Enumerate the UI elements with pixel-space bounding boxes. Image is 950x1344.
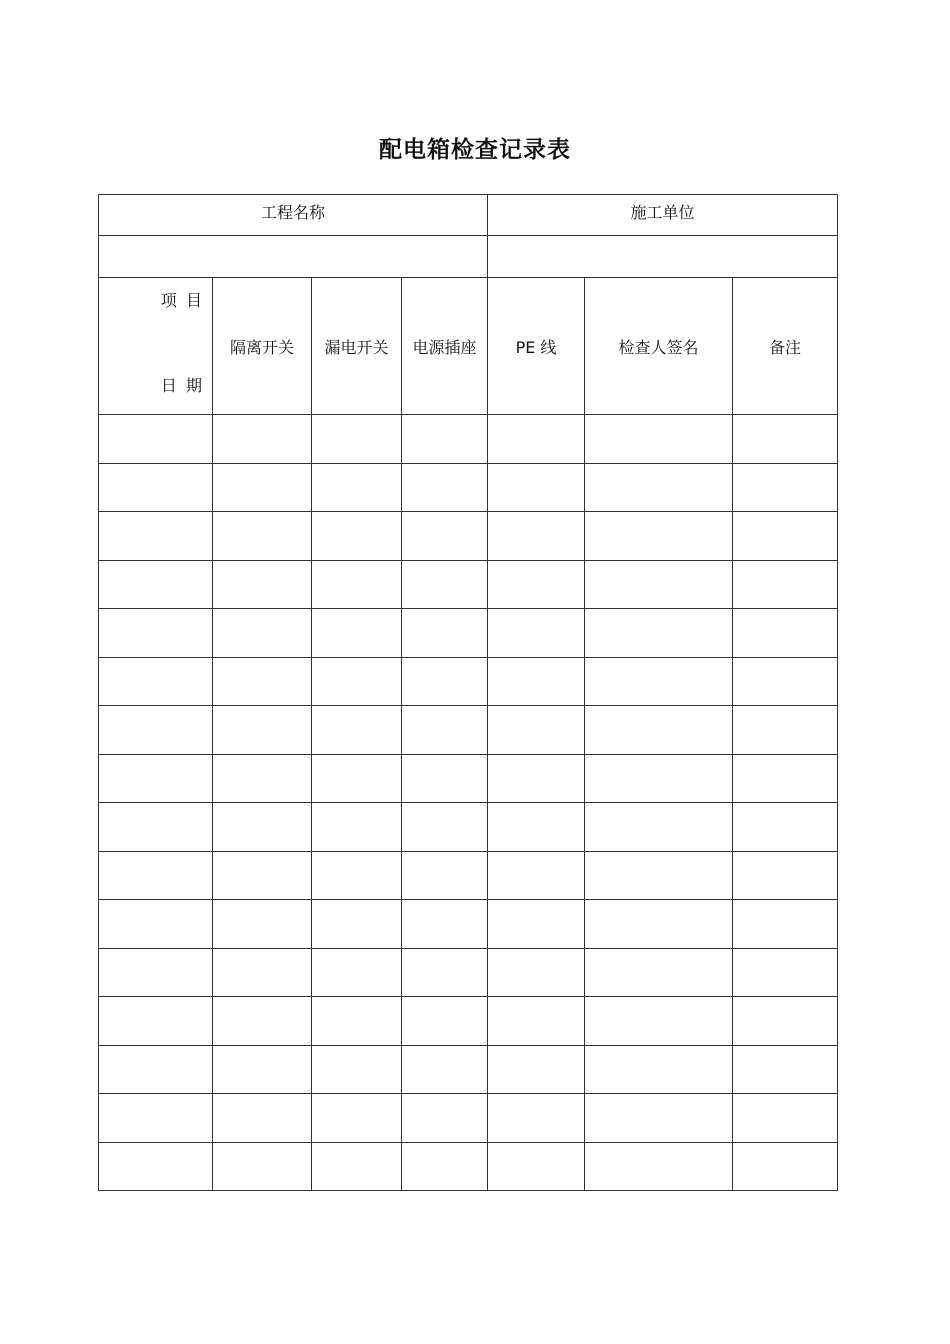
- table-row: [99, 997, 838, 1046]
- table-cell[interactable]: [402, 415, 488, 464]
- table-cell[interactable]: [99, 803, 213, 852]
- table-cell[interactable]: [213, 1045, 312, 1094]
- table-row: [99, 706, 838, 755]
- table-cell[interactable]: [488, 657, 585, 706]
- table-cell[interactable]: [99, 657, 213, 706]
- table-cell[interactable]: [312, 900, 402, 949]
- table-cell[interactable]: [402, 948, 488, 997]
- table-cell[interactable]: [312, 851, 402, 900]
- table-cell[interactable]: [585, 512, 733, 561]
- table-cell[interactable]: [488, 803, 585, 852]
- table-cell[interactable]: [312, 1094, 402, 1143]
- table-cell[interactable]: [99, 900, 213, 949]
- table-cell[interactable]: [733, 463, 838, 512]
- table-cell[interactable]: [585, 1142, 733, 1191]
- table-row: [99, 463, 838, 512]
- table-cell[interactable]: [733, 1045, 838, 1094]
- table-cell[interactable]: [402, 1045, 488, 1094]
- table-cell[interactable]: [585, 1094, 733, 1143]
- table-cell[interactable]: [213, 609, 312, 658]
- table-cell[interactable]: [99, 1045, 213, 1094]
- table-cell[interactable]: [99, 560, 213, 609]
- table-cell[interactable]: [488, 997, 585, 1046]
- table-cell[interactable]: [585, 706, 733, 755]
- table-cell[interactable]: [213, 512, 312, 561]
- table-cell[interactable]: [585, 851, 733, 900]
- column-header-isolation-switch: 隔离开关: [213, 278, 312, 415]
- item-date-corner-header: [99, 278, 213, 415]
- table-cell[interactable]: [488, 560, 585, 609]
- table-cell[interactable]: [213, 463, 312, 512]
- table-cell[interactable]: [585, 609, 733, 658]
- table-cell[interactable]: [402, 1142, 488, 1191]
- table-cell[interactable]: [99, 851, 213, 900]
- table-cell[interactable]: [213, 754, 312, 803]
- table-row: [99, 1045, 838, 1094]
- table-cell[interactable]: [488, 1045, 585, 1094]
- table-row: [99, 851, 838, 900]
- table-cell[interactable]: [312, 1142, 402, 1191]
- table-cell[interactable]: [402, 900, 488, 949]
- table-cell[interactable]: [99, 706, 213, 755]
- table-row: [99, 415, 838, 464]
- table-cell[interactable]: [733, 900, 838, 949]
- table-cell[interactable]: [402, 609, 488, 658]
- table-row: [99, 609, 838, 658]
- table-cell[interactable]: [733, 512, 838, 561]
- table-cell[interactable]: [488, 900, 585, 949]
- table-cell[interactable]: [733, 657, 838, 706]
- table-cell[interactable]: [585, 463, 733, 512]
- column-header-power-socket: 电源插座: [402, 278, 488, 415]
- item-label: 项 目: [160, 291, 204, 310]
- table-cell[interactable]: [312, 609, 402, 658]
- column-header-leakage-switch: 漏电开关: [312, 278, 402, 415]
- table-cell[interactable]: [312, 803, 402, 852]
- table-cell[interactable]: [733, 851, 838, 900]
- table-cell[interactable]: [312, 997, 402, 1046]
- table-cell[interactable]: [213, 706, 312, 755]
- table-cell[interactable]: [402, 560, 488, 609]
- table-cell[interactable]: [585, 754, 733, 803]
- table-cell[interactable]: [312, 754, 402, 803]
- table-cell[interactable]: [213, 997, 312, 1046]
- table-row: [99, 512, 838, 561]
- table-cell[interactable]: [99, 463, 213, 512]
- table-cell[interactable]: [312, 512, 402, 561]
- contractor-value-cell[interactable]: [488, 236, 838, 278]
- table-cell[interactable]: [99, 997, 213, 1046]
- table-cell[interactable]: [733, 948, 838, 997]
- table-cell[interactable]: [488, 754, 585, 803]
- table-cell[interactable]: [733, 706, 838, 755]
- table-cell[interactable]: [488, 512, 585, 561]
- table-cell[interactable]: [402, 463, 488, 512]
- table-cell[interactable]: [488, 1094, 585, 1143]
- table-cell[interactable]: [488, 415, 585, 464]
- table-cell[interactable]: [213, 948, 312, 997]
- project-name-value-cell[interactable]: [99, 236, 488, 278]
- table-cell[interactable]: [585, 948, 733, 997]
- table-cell[interactable]: [733, 609, 838, 658]
- table-cell[interactable]: [312, 706, 402, 755]
- table-cell[interactable]: [213, 657, 312, 706]
- table-cell[interactable]: [99, 754, 213, 803]
- table-cell[interactable]: [488, 463, 585, 512]
- table-cell[interactable]: [402, 997, 488, 1046]
- table-cell[interactable]: [733, 1142, 838, 1191]
- table-cell[interactable]: [312, 948, 402, 997]
- table-cell[interactable]: [213, 1142, 312, 1191]
- table-cell[interactable]: [213, 1094, 312, 1143]
- table-cell[interactable]: [733, 997, 838, 1046]
- table-cell[interactable]: [733, 560, 838, 609]
- table-row: [99, 948, 838, 997]
- table-cell[interactable]: [99, 609, 213, 658]
- table-cell[interactable]: [585, 560, 733, 609]
- table-cell[interactable]: [312, 1045, 402, 1094]
- table-cell[interactable]: [585, 415, 733, 464]
- table-cell[interactable]: [733, 1094, 838, 1143]
- table-cell[interactable]: [402, 851, 488, 900]
- table-cell[interactable]: [585, 803, 733, 852]
- table-row: [99, 754, 838, 803]
- table-cell[interactable]: [402, 754, 488, 803]
- table-cell[interactable]: [585, 997, 733, 1046]
- column-header-remarks: 备注: [733, 278, 838, 415]
- project-name-label: 工程名称: [99, 195, 488, 236]
- table-row: [99, 803, 838, 852]
- table-cell[interactable]: [99, 512, 213, 561]
- table-cell[interactable]: [312, 560, 402, 609]
- table-cell[interactable]: [312, 415, 402, 464]
- table-cell[interactable]: [99, 415, 213, 464]
- table-cell[interactable]: [213, 803, 312, 852]
- table-row: [99, 1094, 838, 1143]
- table-cell[interactable]: [99, 948, 213, 997]
- table-cell[interactable]: [488, 948, 585, 997]
- data-rows: [99, 415, 838, 1191]
- date-label: 日 期: [160, 376, 204, 395]
- table-cell[interactable]: [733, 754, 838, 803]
- column-header-pe-wire: PE 线: [488, 278, 585, 415]
- table-cell[interactable]: [402, 1094, 488, 1143]
- table-cell[interactable]: [213, 900, 312, 949]
- table-row: [99, 657, 838, 706]
- table-cell[interactable]: [213, 415, 312, 464]
- table-cell[interactable]: [488, 706, 585, 755]
- table-cell[interactable]: [488, 851, 585, 900]
- table-cell[interactable]: [488, 609, 585, 658]
- table-cell[interactable]: [213, 851, 312, 900]
- info-value-row: [99, 236, 838, 278]
- table-row: [99, 900, 838, 949]
- table-cell[interactable]: [488, 1142, 585, 1191]
- table-cell[interactable]: [733, 803, 838, 852]
- contractor-label: 施工单位: [488, 195, 838, 236]
- table-cell[interactable]: [585, 1045, 733, 1094]
- table-cell[interactable]: [402, 803, 488, 852]
- table-cell[interactable]: [99, 1142, 213, 1191]
- table-cell[interactable]: [402, 657, 488, 706]
- table-cell[interactable]: [585, 657, 733, 706]
- table-cell[interactable]: [585, 900, 733, 949]
- table-cell[interactable]: [402, 706, 488, 755]
- page-title: 配电箱检查记录表: [379, 137, 571, 163]
- column-header-inspector-signature: 检查人签名: [585, 278, 733, 415]
- column-header-row: [99, 278, 838, 415]
- table-cell[interactable]: [312, 657, 402, 706]
- table-row: [99, 1142, 838, 1191]
- info-header-row: [99, 195, 838, 236]
- table-cell[interactable]: [402, 512, 488, 561]
- inspection-record-table: [98, 194, 838, 1191]
- table-row: [99, 560, 838, 609]
- table-cell[interactable]: [99, 1094, 213, 1143]
- table-cell[interactable]: [312, 463, 402, 512]
- table-cell[interactable]: [213, 560, 312, 609]
- table-cell[interactable]: [733, 415, 838, 464]
